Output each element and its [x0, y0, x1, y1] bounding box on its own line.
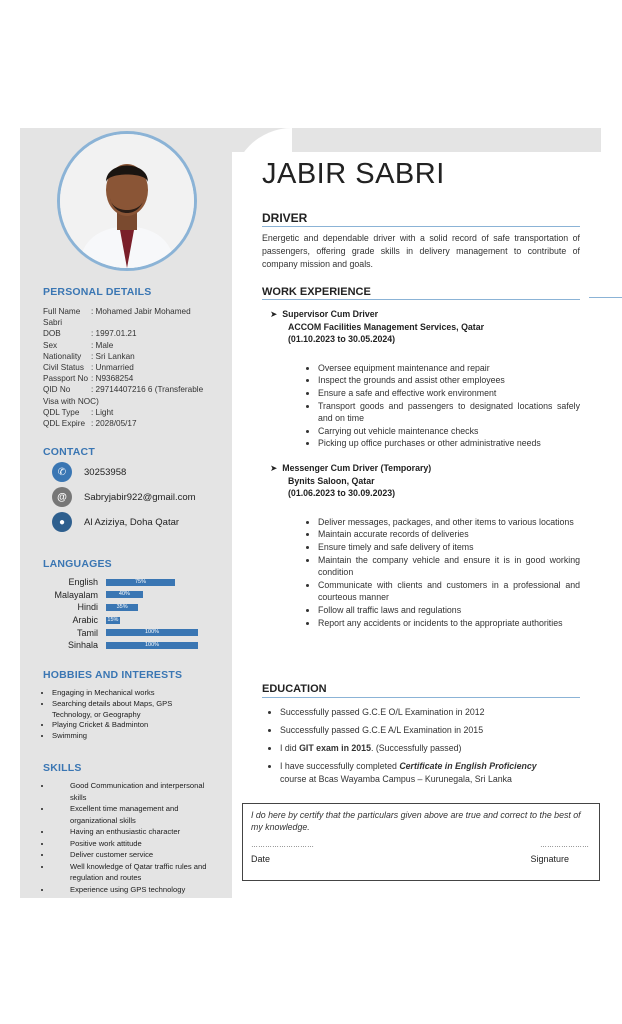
bullet-arrow-icon: ➤: [270, 463, 278, 473]
duty-item: • Ensure a safe and effective work environment: [318, 387, 580, 400]
hobby-item: • Searching details about Maps, GPS Technology, or Geography: [52, 699, 210, 721]
work-rule-edge: [589, 297, 622, 298]
language-row: [20, 639, 220, 652]
personal-detail-value: : Sri Lankan: [91, 351, 135, 361]
contact-address: [52, 510, 222, 534]
address-text: Al Aziziya, Doha Qatar: [84, 516, 180, 528]
skills-heading: SKILLS: [43, 762, 82, 774]
job-1-dates: (01.10.2023 to 30.05.2024): [288, 334, 396, 345]
personal-detail-value: : 29714407216 6 (Transferable: [91, 385, 204, 395]
personal-detail-row: [43, 328, 218, 339]
email-text: Sabryjabir922@gmail.com: [84, 491, 196, 503]
date-dots: ………………………: [251, 842, 314, 849]
education-text: Successfully passed G.C.E A/L Examination in 2015: [280, 725, 484, 735]
language-row: [20, 576, 220, 589]
language-row: [20, 601, 220, 614]
education-list: [262, 703, 580, 786]
location-icon: ●: [52, 512, 72, 532]
job-2: [270, 462, 580, 629]
education-item: [280, 703, 580, 721]
duty-item: • Report any accidents or incidents to the appropriate authorities: [318, 617, 580, 630]
duty-item: • Carrying out vehicle maintenance checks: [318, 425, 580, 438]
duty-item: • Maintain the company vehicle and ensure it is in good working condition: [318, 554, 580, 579]
education-text-suffix: . (Successfully passed): [370, 743, 462, 753]
duty-item: • Oversee equipment maintenance and repair: [318, 362, 580, 375]
declaration-text: I do here by certify that the particulars given above are true and correct to the best of my knowledge.: [251, 810, 581, 832]
declaration-box: [242, 803, 600, 881]
personal-detail-key: DOB: [43, 329, 61, 339]
personal-details-heading: PERSONAL DETAILS: [43, 286, 152, 298]
personal-detail-row: [43, 407, 218, 418]
signature-label: Signature: [530, 854, 569, 864]
education-text: I did: [280, 743, 300, 753]
contact-email: [52, 485, 222, 509]
education-last-line: course at Bcas Wayamba Campus – Kurunegala, Sri Lanka: [280, 774, 512, 784]
summary-text: Energetic and dependable driver with a solid record of safe transportation of passengers, offering grade skills in delivery management to contribute of company mission and goals.: [262, 233, 580, 269]
job-2-title: Messenger Cum Driver (Temporary): [282, 463, 432, 473]
education-item: [280, 739, 580, 757]
contact-phone: [52, 460, 222, 484]
skill-item: • Experience using GPS technology: [52, 884, 210, 896]
skill-item: • Excellent time management and organizational skills: [52, 803, 210, 826]
language-name: Sinhala: [67, 640, 98, 651]
personal-detail-row: [43, 362, 218, 373]
personal-detail-key: QID No: [43, 385, 71, 395]
skill-item: • Good Communication and interpersonal skills: [52, 780, 210, 803]
duty-item: • Deliver messages, packages, and other items to various locations: [318, 516, 580, 529]
hobby-item: • Engaging in Mechanical works: [52, 688, 210, 699]
duty-item: • Maintain accurate records of deliveries: [318, 528, 580, 541]
personal-detail-key: Visa with NOC): [43, 396, 99, 406]
hobbies-heading: HOBBIES AND INTERESTS: [43, 669, 183, 681]
duty-item: • Transport goods and passengers to designated locations safely and on time: [318, 400, 580, 425]
job-1-company: ACCOM Facilities Management Services, Qatar: [288, 321, 485, 332]
personal-detail-row: [43, 373, 218, 384]
education-text: Successfully passed G.C.E O/L Examination in 2012: [280, 707, 485, 717]
personal-details-list: [43, 306, 218, 429]
personal-detail-value: : Mohamed Jabir Mohamed: [91, 307, 191, 316]
job-2-dates: (01.06.2023 to 30.09.2023): [288, 488, 396, 499]
language-level-bar: 35%: [106, 604, 138, 611]
phone-icon: ✆: [52, 462, 72, 482]
duty-item: • Picking up office purchases or other administrative needs: [318, 437, 580, 450]
language-level-bar: 15%: [107, 616, 119, 623]
education-rule: [262, 697, 580, 698]
personal-detail-row: [43, 317, 218, 328]
hobby-item: • Playing Cricket & Badminton: [52, 720, 210, 731]
education-item: [280, 721, 580, 739]
personal-detail-row: [43, 340, 218, 351]
personal-detail-key: Sex: [43, 340, 58, 350]
job-1-title: Supervisor Cum Driver: [282, 309, 379, 319]
duty-item: • Inspect the grounds and assist other employees: [318, 374, 580, 387]
personal-detail-key: Civil Status: [43, 363, 84, 373]
personal-detail-key: Sabri: [43, 318, 63, 328]
job-1: [270, 308, 580, 450]
duty-item: • Ensure timely and safe delivery of items: [318, 541, 580, 554]
role-title: DRIVER: [262, 211, 308, 225]
skill-item: • Deliver customer service: [52, 849, 210, 861]
personal-detail-value: : 1997.01.21: [91, 329, 137, 339]
personal-detail-value: : Light: [91, 407, 114, 417]
language-level-bar: 40%: [106, 591, 143, 598]
language-level-bar: 75%: [106, 579, 175, 586]
personal-detail-key: Passport No: [43, 374, 89, 384]
personal-detail-row: [43, 384, 218, 395]
personal-detail-value: : Unmarried: [91, 363, 134, 373]
contact-list: [52, 460, 222, 534]
job-2-duties: [270, 516, 580, 629]
language-name: Malayalam: [54, 589, 98, 600]
languages-list: [20, 576, 220, 652]
personal-detail-value: : N9368254: [91, 374, 134, 384]
language-name: Arabic: [72, 615, 98, 626]
personal-detail-key: QDL Expire: [43, 419, 86, 429]
job-2-company: Bynits Saloon, Qatar: [288, 475, 375, 486]
education-highlight: GIT exam in 2015: [299, 743, 371, 753]
hobby-item: • Swimming: [52, 731, 210, 742]
language-name: Tamil: [76, 627, 98, 638]
duty-item: • Communicate with clients and customers in a professional and courteous manner: [318, 579, 580, 604]
profile-photo: [57, 131, 197, 271]
education-text: I have successfully completed: [280, 761, 400, 771]
personal-detail-key: Full Name: [43, 307, 81, 316]
education-heading: EDUCATION: [262, 683, 327, 695]
language-level-bar: 100%: [106, 642, 198, 649]
personal-detail-key: Nationality: [43, 351, 82, 361]
duty-item: • Follow all traffic laws and regulations: [318, 604, 580, 617]
date-label: Date: [251, 854, 271, 864]
personal-detail-value: : Male: [91, 340, 114, 350]
candidate-name: JABIR SABRI: [262, 158, 445, 190]
email-icon: @: [52, 487, 72, 507]
phone-text: 30253958: [84, 466, 127, 478]
skill-item: • Positive work attitude: [52, 838, 210, 850]
languages-heading: LANGUAGES: [43, 558, 112, 570]
work-rule: [262, 299, 580, 300]
personal-detail-row: [43, 418, 218, 429]
role-rule: [262, 226, 580, 227]
language-name: English: [68, 577, 98, 588]
job-1-duties: [270, 362, 580, 450]
language-row: [20, 614, 220, 627]
personal-detail-row: [43, 396, 218, 407]
language-row: [20, 626, 220, 639]
education-highlight: Certificate in English Proficiency: [399, 761, 537, 771]
personal-detail-key: QDL Type: [43, 407, 80, 417]
skill-item: • Well knowledge of Qatar traffic rules and regulation and routes: [52, 861, 210, 884]
skills-list: [38, 780, 210, 895]
signature-dots: …………………: [540, 842, 589, 849]
personal-detail-row: [43, 351, 218, 362]
person-photo-icon: [60, 134, 194, 268]
personal-detail-value: : 2028/05/17: [91, 419, 137, 429]
hobbies-list: [38, 688, 210, 742]
work-experience-heading: WORK EXPERIENCE: [262, 286, 371, 298]
language-name: Hindi: [77, 602, 98, 613]
language-level-bar: 100%: [106, 629, 198, 636]
contact-heading: CONTACT: [43, 446, 95, 458]
bullet-arrow-icon: ➤: [270, 309, 278, 319]
skill-item: • Having an enthusiastic character: [52, 826, 210, 838]
personal-detail-row: [43, 306, 218, 317]
language-row: [20, 589, 220, 602]
